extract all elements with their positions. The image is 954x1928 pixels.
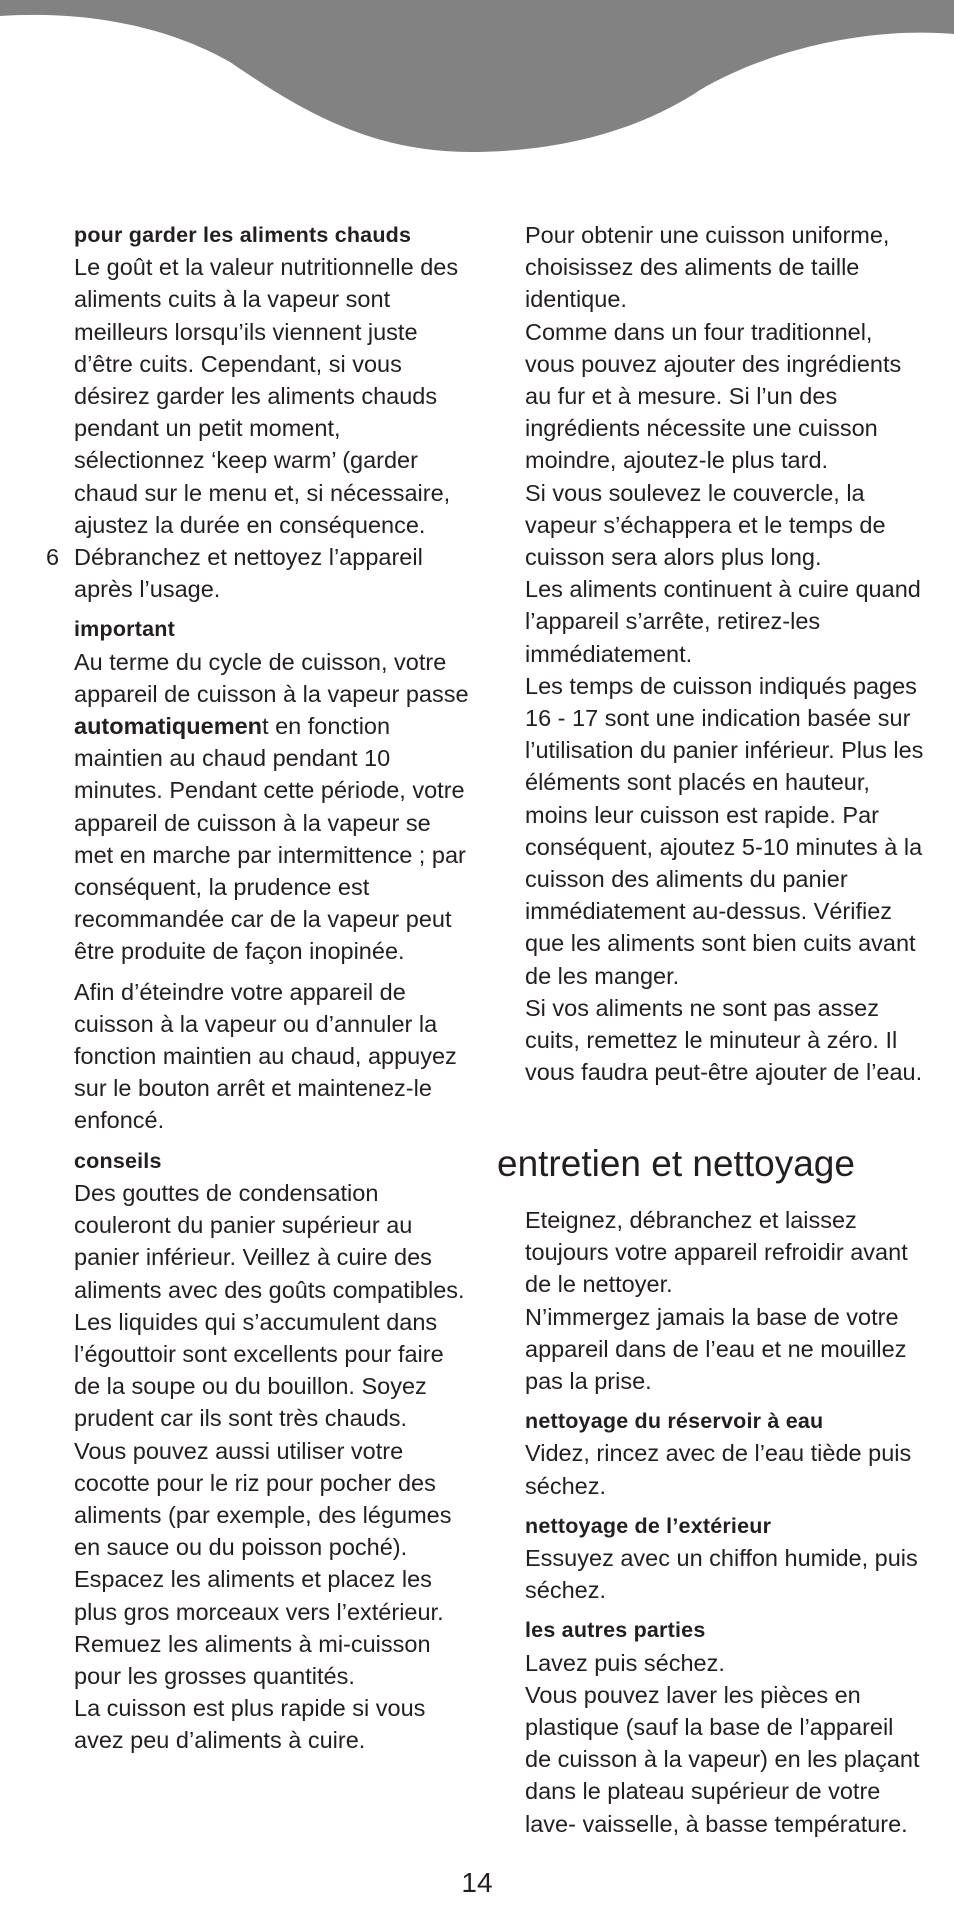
heading-autres-parties: les autres parties: [525, 1618, 706, 1643]
tip-paragraph: Si vos aliments ne sont pas assez cuits, remettez le minuteur à zéro. Il vous faudra peut-être ajouter de l’eau.: [525, 994, 923, 1086]
heading-conseils: conseils: [74, 1148, 162, 1173]
left-column: [46, 219, 474, 1757]
important-text-a: Au terme du cycle de cuisson, votre appareil de cuisson à la vapeur passe: [74, 648, 469, 707]
tip-paragraph: Si vous soulevez le couvercle, la vapeur s’échappera et le temps de cuisson sera alors plus long.: [525, 479, 886, 571]
important-text-b: t en fonction maintien au chaud pendant 10 minutes. Pendant cette période, votre appareil de cuisson à la vapeur se met en marche par intermittence ; par conséquent, la prudence est recommandée car de la vapeur peut être produite de façon inopinée.: [74, 713, 466, 965]
tip-paragraph: Pour obtenir une cuisson uniforme, choisissez des aliments de taille identique.: [525, 222, 890, 313]
exterieur-paragraph: Essuyez avec un chiffon humide, puis séchez.: [525, 1545, 918, 1604]
reservoir-paragraph: Videz, rincez avec de l’eau tiède puis séchez.: [525, 1440, 912, 1499]
tip-paragraph: Les temps de cuisson indiqués pages 16 - 17 sont une indication basée sur l’utilisation du panier inférieur. Plus les éléments sont placés en hauteur, moins leur cuisson est rapide. Par conséquent, ajoutez 5-10 minutes à la cuisson des aliments du panier immédiatement au-dessus. Vérifiez que les aliments sont bien cuits avant de les manger.: [525, 672, 924, 989]
tip-paragraph: Des gouttes de condensation couleront du panier supérieur au panier inférieur. Veillez à cuire des aliments avec des goûts compatibles.: [74, 1179, 465, 1303]
keep-warm-paragraph: Le goût et la valeur nutritionnelle des aliments cuits à la vapeur sont meilleurs lorsqu’ils viennent juste d’être cuits. Cependant, si vous désirez garder les aliments chauds pendant un petit moment, sélectionnez ‘keep warm’ (garder chaud sur le menu et, si nécessaire, ajustez la durée en conséquence.: [74, 254, 459, 538]
tip-paragraph: Comme dans un four traditionnel, vous pouvez ajouter des ingrédients au fur et à mesure. Si l’un des ingrédients nécessite une cuisson moindre, ajoutez-le plus tard.: [525, 318, 902, 474]
heading-keep-warm: pour garder les aliments chauds: [74, 223, 412, 247]
tip-paragraph: Espacez les aliments et placez les plus gros morceaux vers l’extérieur.: [74, 1566, 444, 1625]
right-column-maintenance: [525, 1204, 925, 1840]
step-number: 6: [46, 544, 60, 571]
section-title-maintenance: entretien et nettoyage: [497, 1143, 855, 1184]
tip-paragraph: Les liquides qui s’accumulent dans l’égouttoir sont excellents pour faire de la soupe ou du bouillon. Soyez prudent car ils sont très chauds.: [74, 1308, 444, 1432]
tip-paragraph: La cuisson est plus rapide si vous avez peu d’aliments à cuire.: [74, 1695, 426, 1754]
maintenance-paragraph: N’immergez jamais la base de votre appareil dans de l’eau et ne mouillez pas la prise.: [525, 1303, 907, 1395]
step-text: Débranchez et nettoyez l’appareil après l’usage.: [74, 544, 423, 603]
tip-paragraph: Vous pouvez aussi utiliser votre cocotte pour le riz pour pocher des aliments (par exemple, des légumes en sauce ou du poisson poché).: [74, 1437, 452, 1561]
maintenance-paragraph: Eteignez, débranchez et laissez toujours votre appareil refroidir avant de le nettoyer.: [525, 1207, 908, 1298]
switch-off-paragraph: Afin d’éteindre votre appareil de cuisson à la vapeur ou d’annuler la fonction maintien au chaud, appuyez sur le bouton arrêt et maintenez-le enfoncé.: [74, 978, 457, 1134]
tip-paragraph: Remuez les aliments à mi-cuisson pour les grosses quantités.: [74, 1630, 431, 1689]
header-wave-decoration: [0, 0, 954, 160]
heading-important: important: [74, 617, 175, 642]
heading-reservoir: nettoyage du réservoir à eau: [525, 1409, 824, 1434]
important-paragraph: [74, 646, 474, 968]
step-6: [46, 541, 474, 605]
heading-exterieur: nettoyage de l’extérieur: [525, 1513, 772, 1538]
right-column-tips: [525, 219, 925, 1088]
page-number: 14: [461, 1867, 493, 1898]
autres-paragraph: Lavez puis séchez.: [525, 1649, 725, 1676]
autres-paragraph: Vous pouvez laver les pièces en plastique (sauf la base de l’appareil de cuisson à la vapeur) en les plaçant dans le plateau supérieur de votre lave- vaisselle, à basse température.: [525, 1681, 920, 1837]
tip-paragraph: Les aliments continuent à cuire quand l’appareil s’arrête, retirez-les immédiatement.: [525, 576, 921, 667]
important-bold: automatiquemen: [74, 713, 263, 740]
